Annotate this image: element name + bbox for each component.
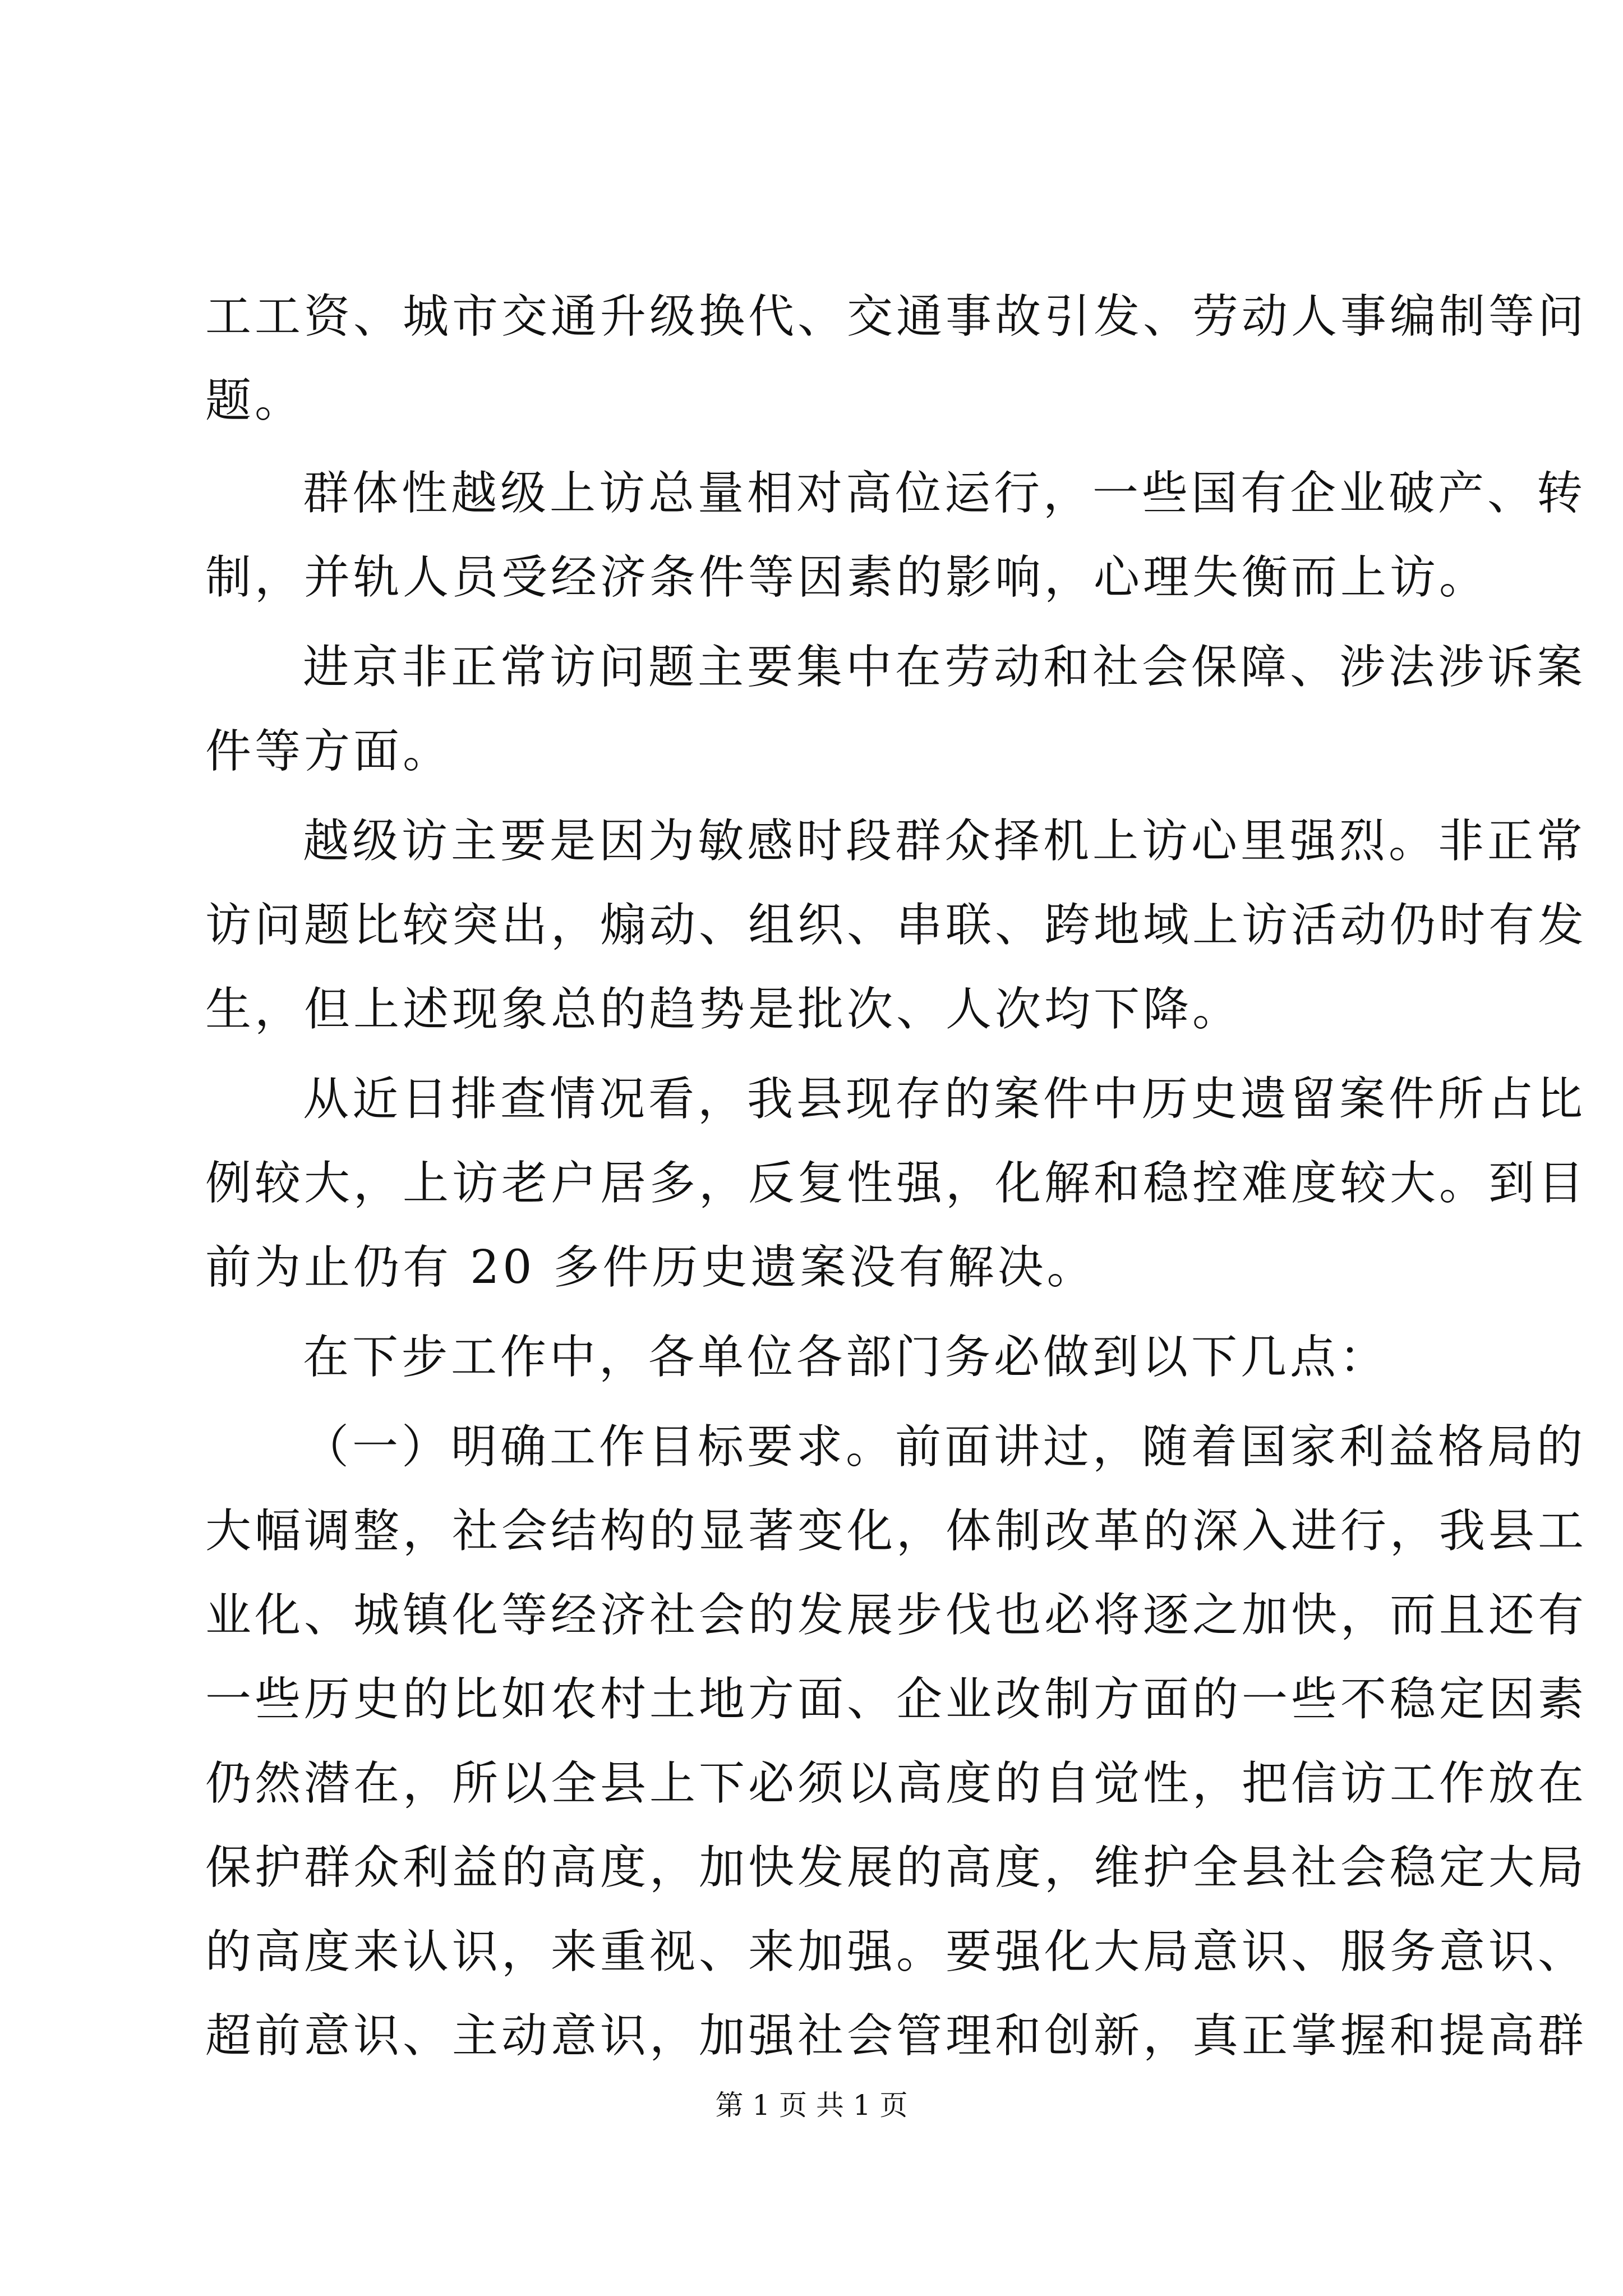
text-line: 例较大，上访老户居多，反复性强，化解和稳控难度较大。到目 (205, 1157, 1588, 1210)
paragraph-start-line: 在下步工作中，各单位各部门务必做到以下几点： (303, 1331, 1389, 1384)
text-line: 工工资、城市交通升级换代、交通事故引发、劳动人事编制等问 (205, 290, 1588, 343)
paragraph-start-line: 群体性越级上访总量相对高位运行，一些国有企业破产、转 (303, 467, 1587, 520)
text-line: 保护群众利益的高度，加快发展的高度，维护全县社会稳定大局 (205, 1841, 1588, 1894)
text-line: 仍然潜在，所以全县上下必须以高度的自觉性，把信访工作放在 (205, 1757, 1588, 1810)
text-line: 制，并轨人员受经济条件等因素的影响，心理失衡而上访。 (205, 551, 1489, 604)
paragraph-start-line: 进京非正常访问题主要集中在劳动和社会保障、涉法涉诉案 (303, 641, 1587, 694)
section-heading-line: （一）明确工作目标要求。前面讲过，随着国家利益格局的 (303, 1420, 1587, 1474)
paragraph-start-line: 从近日排查情况看，我县现存的案件中历史遗留案件所占比 (303, 1073, 1587, 1126)
text-line: 件等方面。 (205, 725, 453, 778)
text-line: 前为止仍有 20 多件历史遗案没有解决。 (205, 1241, 1096, 1294)
text-line: 超前意识、主动意识，加强社会管理和创新，真正掌握和提高群 (205, 2009, 1588, 2063)
page-footer: 第 1 页 共 1 页 (715, 2089, 908, 2122)
text-line: 业化、城镇化等经济社会的发展步伐也必将逐之加快，而且还有 (205, 1589, 1588, 1642)
text-line: 题。 (205, 374, 305, 427)
text-line: 访问题比较突出，煽动、组织、串联、跨地域上访活动仍时有发 (205, 899, 1588, 952)
text-line: 的高度来认识，来重视、来加强。要强化大局意识、服务意识、 (205, 1925, 1588, 1978)
text-line: 生，但上述现象总的趋势是批次、人次均下降。 (205, 983, 1242, 1036)
text-line: 大幅调整，社会结构的显著变化，体制改革的深入进行，我县工 (205, 1504, 1588, 1558)
paragraph-start-line: 越级访主要是因为敏感时段群众择机上访心里强烈。非正常 (303, 815, 1587, 868)
text-line: 一些历史的比如农村土地方面、企业改制方面的一些不稳定因素 (205, 1673, 1588, 1726)
